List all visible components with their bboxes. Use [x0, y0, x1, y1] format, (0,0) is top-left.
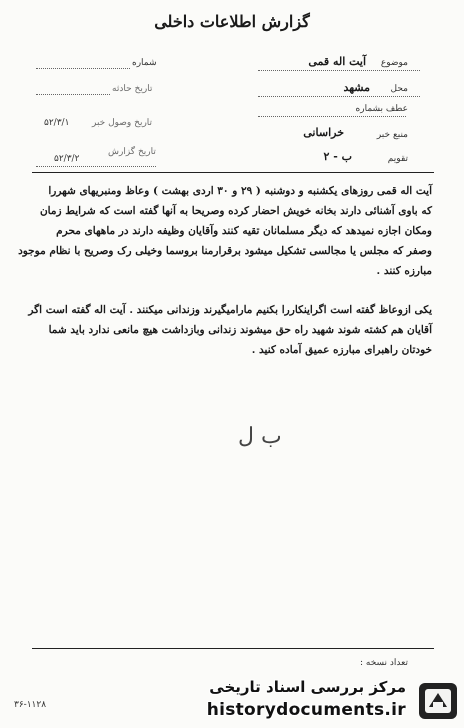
number-label: شماره [132, 58, 157, 68]
paragraph-1-line: آیت اله قمی روزهای یکشنبه و دوشنبه ( ۲۹ و ۳۰ اردی بهشت ) وعاظ ومنبریهای شهررا [48, 185, 432, 197]
paragraph-1-line: که باوی آشنائی دارند بخانه خویش احضار کرده وصریحا به آنها گفته است که شرایط زمان [39, 205, 432, 217]
subject-label: موضوع [380, 58, 408, 68]
paragraph-2-line: خودتان راهبرای مبارزه عمیق آماده کنید . [251, 344, 432, 356]
subject-line [258, 70, 420, 71]
archive-seal-icon [416, 680, 460, 722]
paragraph-2-line: آقایان هم کشته شوند شهید راه حق میشوند زندانی وبازداشت هیچ مانعی ندارد باید شما [48, 324, 432, 336]
report-date-value: ۵۲/۳/۲ [54, 154, 80, 164]
number-line [36, 68, 130, 69]
place-value: مشهد [343, 81, 370, 94]
incident-date-line [36, 94, 110, 95]
archive-name: مرکز بررسی اسناد تاریخی [209, 678, 406, 696]
source-value: خراسانی [303, 126, 344, 139]
rating-value: ب - ۲ [323, 150, 352, 163]
incident-date-label: تاریخ حادثه [112, 84, 153, 94]
subject-value: آیت اله قمی [308, 55, 366, 68]
receipt-date-value: ۵۲/۳/۱ [44, 118, 70, 128]
archive-watermark [168, 678, 460, 724]
ref-number-label: عطف بشماره [355, 104, 408, 114]
copies-label: تعداد نسخه : [359, 658, 408, 668]
paragraph-1-line: وصفر که مجلس یا مجالسی تشکیل میشود برقرارمنا بروسما وخیلی رک وصریح با نظام موجود [18, 245, 432, 257]
ref-number-line [258, 116, 406, 117]
archive-url: historydocuments.ir [206, 700, 406, 720]
paragraph-1-line: ومکان اجازه نمیدهد که دیگر مسلمانان تقیه کنند وآقایان وظیفه دارند در ماههای محرم [56, 225, 432, 237]
receipt-date-label: تاریخ وصول خبر [92, 118, 153, 128]
report-date-label: تاریخ گزارش [108, 147, 156, 157]
header-separator [32, 172, 434, 173]
paragraph-1-line: مبارزه کنند . [376, 265, 432, 277]
place-label: محل [390, 84, 408, 94]
rating-label: تقویم [387, 154, 408, 164]
document-number: ۳۶-۱۱۲۸ [14, 700, 47, 710]
source-label: منبع خبر [376, 130, 408, 140]
footer-separator [32, 648, 434, 649]
report-title: گزارش اطلاعات داخلی [154, 12, 310, 31]
report-date-line [36, 166, 156, 167]
place-line [258, 96, 420, 97]
handwritten-signature: ب ل [238, 424, 282, 449]
paragraph-2-line: یکی ازوعاظ گفته است اگراینکاررا بکنیم مارامیگیرند وزندانی میکنند . آیت اله گفته است اگر [28, 304, 432, 316]
